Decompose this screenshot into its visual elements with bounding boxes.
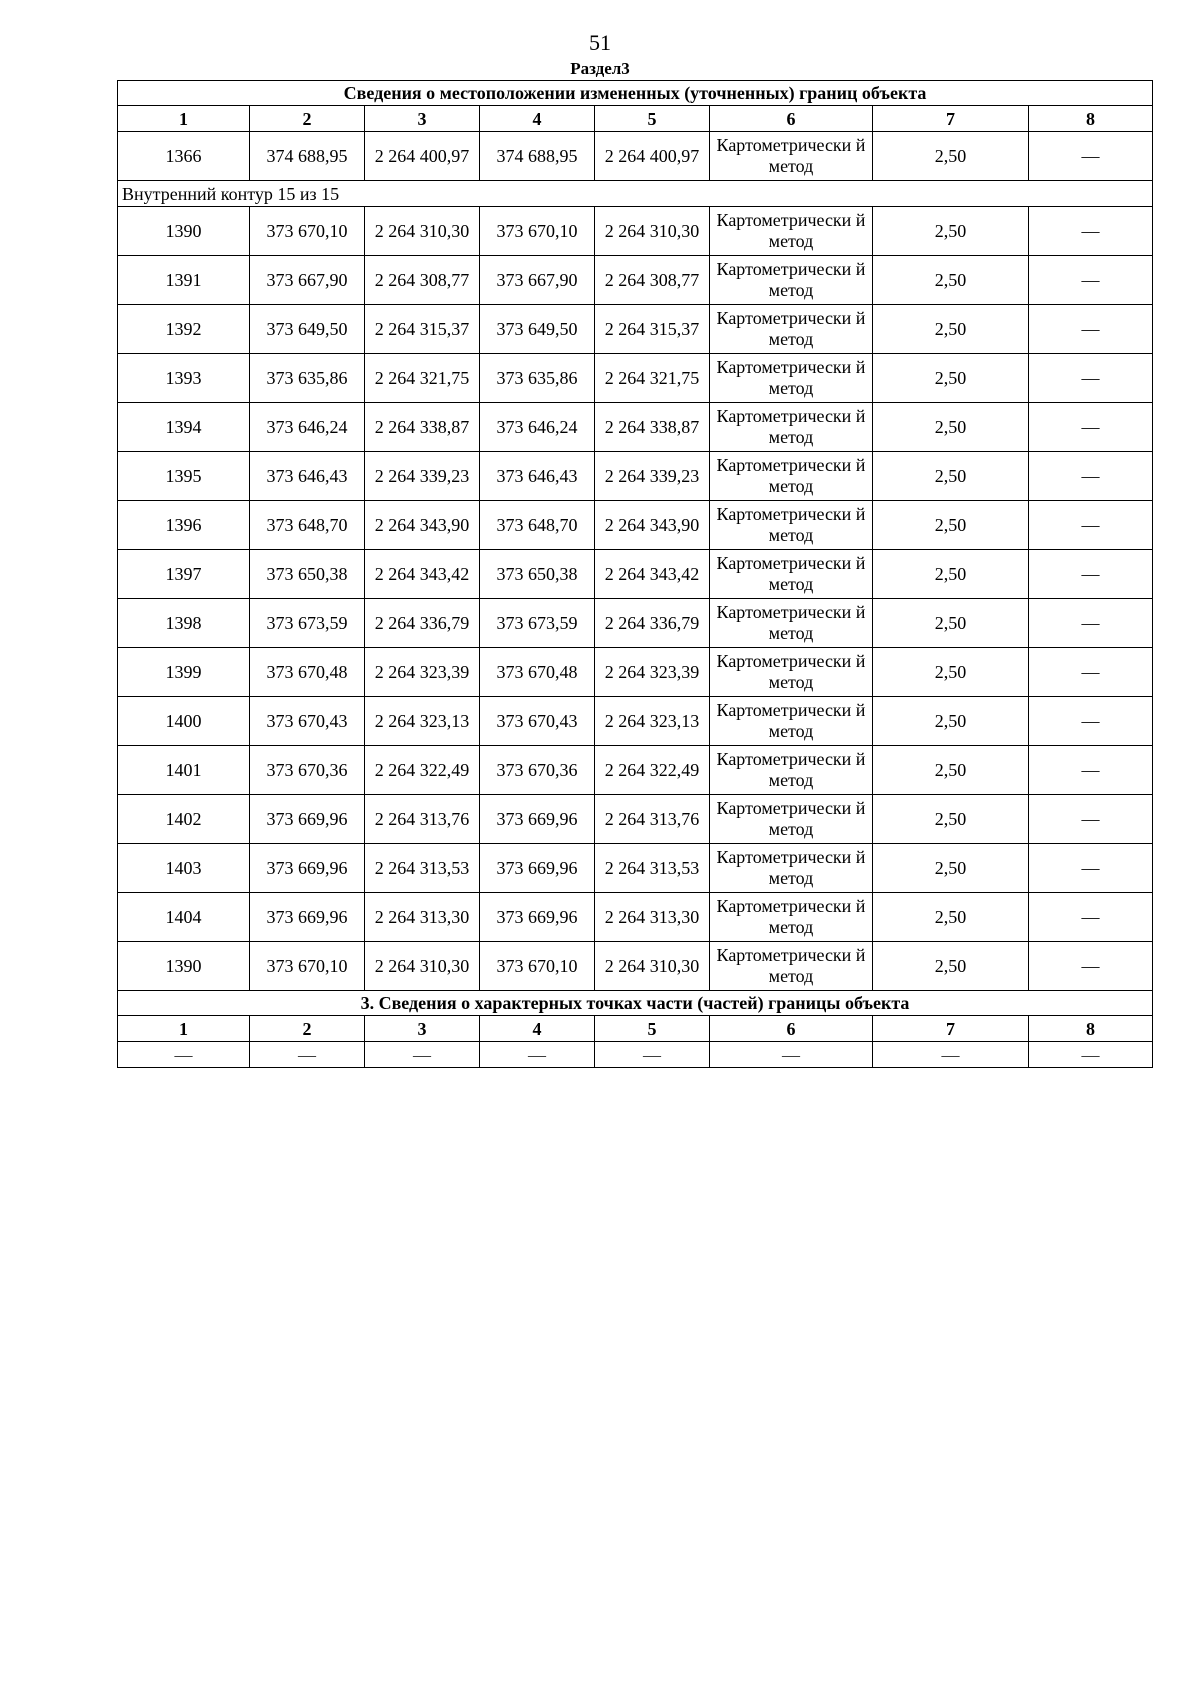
cell-description: — <box>1029 403 1153 452</box>
cell-x-new: 373 670,36 <box>480 746 595 795</box>
cell-point-number: 1395 <box>118 452 250 501</box>
cell-y-old: 2 264 343,42 <box>365 550 480 599</box>
cell-accuracy: 2,50 <box>873 132 1029 181</box>
header-cell-7: 7 <box>873 106 1029 132</box>
cell-method: Картометрически й метод <box>710 844 873 893</box>
cell-accuracy: 2,50 <box>873 746 1029 795</box>
cell-accuracy: 2,50 <box>873 354 1029 403</box>
cell-accuracy: 2,50 <box>873 550 1029 599</box>
cell-method: Картометрически й метод <box>710 501 873 550</box>
cell-x-new: 373 670,43 <box>480 697 595 746</box>
header-cell-3: 3 <box>365 1016 480 1042</box>
cell-y-new: 2 264 322,49 <box>595 746 710 795</box>
header-cell-8: 8 <box>1029 106 1153 132</box>
cell-accuracy: 2,50 <box>873 697 1029 746</box>
header-cell-8: 8 <box>1029 1016 1153 1042</box>
header-cell-6: 6 <box>710 1016 873 1042</box>
cell-point-number: 1397 <box>118 550 250 599</box>
cell-point-number: 1404 <box>118 893 250 942</box>
cell-x-new: 373 635,86 <box>480 354 595 403</box>
cell-y-new: 2 264 339,23 <box>595 452 710 501</box>
table1-header-row <box>118 106 1153 132</box>
table-row <box>118 354 1153 403</box>
header-cell-4: 4 <box>480 106 595 132</box>
cell-y-new: 2 264 323,13 <box>595 697 710 746</box>
cell-y-new: 2 264 338,87 <box>595 403 710 452</box>
cell-x-old: 373 670,36 <box>250 746 365 795</box>
cell-point-number: 1391 <box>118 256 250 305</box>
cell-accuracy: 2,50 <box>873 648 1029 697</box>
contour-label: Внутренний контур 15 из 15 <box>118 181 1153 207</box>
table-row <box>118 403 1153 452</box>
cell-method: Картометрически й метод <box>710 207 873 256</box>
cell-accuracy: 2,50 <box>873 305 1029 354</box>
cell-accuracy: 2,50 <box>873 599 1029 648</box>
contour-row <box>118 181 1153 207</box>
cell-point-number: 1401 <box>118 746 250 795</box>
cell-x-new: 373 670,10 <box>480 942 595 991</box>
cell-point-number: 1403 <box>118 844 250 893</box>
cell-y-old: 2 264 323,13 <box>365 697 480 746</box>
cell-y-old: 2 264 400,97 <box>365 132 480 181</box>
cell-method: Картометрически й метод <box>710 746 873 795</box>
cell-point-number: 1396 <box>118 501 250 550</box>
cell-x-new: 373 648,70 <box>480 501 595 550</box>
cell-y-new: 2 264 313,76 <box>595 795 710 844</box>
cell-x-old: 373 649,50 <box>250 305 365 354</box>
cell-x-old: 373 646,43 <box>250 452 365 501</box>
cell-point-number: 1393 <box>118 354 250 403</box>
cell-y-new: 2 264 310,30 <box>595 942 710 991</box>
cell-description: — <box>1029 354 1153 403</box>
cell-y-old: 2 264 323,39 <box>365 648 480 697</box>
empty-cell: — <box>250 1042 365 1068</box>
cell-description: — <box>1029 746 1153 795</box>
table2-title-row <box>118 991 1153 1016</box>
cell-accuracy: 2,50 <box>873 893 1029 942</box>
cell-x-new: 373 650,38 <box>480 550 595 599</box>
cell-method: Картометрически й метод <box>710 452 873 501</box>
cell-x-old: 373 648,70 <box>250 501 365 550</box>
cell-point-number: 1390 <box>118 207 250 256</box>
empty-cell: — <box>873 1042 1029 1068</box>
table-row <box>118 305 1153 354</box>
cell-method: Картометрически й метод <box>710 256 873 305</box>
cell-x-old: 373 635,86 <box>250 354 365 403</box>
table1-first-row <box>118 132 1153 181</box>
table2-title: 3. Сведения о характерных точках части (частей) границы объекта <box>118 991 1153 1016</box>
table-row <box>118 844 1153 893</box>
cell-y-old: 2 264 338,87 <box>365 403 480 452</box>
cell-point-number: 1366 <box>118 132 250 181</box>
cell-method: Картометрически й метод <box>710 599 873 648</box>
cell-y-new: 2 264 315,37 <box>595 305 710 354</box>
cell-method: Картометрически й метод <box>710 795 873 844</box>
table-row <box>118 746 1153 795</box>
empty-cell: — <box>365 1042 480 1068</box>
header-cell-2: 2 <box>250 106 365 132</box>
cell-y-new: 2 264 343,90 <box>595 501 710 550</box>
table-row <box>118 942 1153 991</box>
cell-method: Картометрически й метод <box>710 648 873 697</box>
table-row <box>118 893 1153 942</box>
cell-method: Картометрически й метод <box>710 942 873 991</box>
cell-y-old: 2 264 336,79 <box>365 599 480 648</box>
cell-point-number: 1394 <box>118 403 250 452</box>
cell-accuracy: 2,50 <box>873 501 1029 550</box>
table1-title-row <box>118 81 1153 106</box>
cell-description: — <box>1029 207 1153 256</box>
table-row <box>118 207 1153 256</box>
cell-x-new: 373 670,10 <box>480 207 595 256</box>
header-cell-3: 3 <box>365 106 480 132</box>
cell-y-new: 2 264 321,75 <box>595 354 710 403</box>
table-row <box>118 795 1153 844</box>
cell-method: Картометрически й метод <box>710 305 873 354</box>
cell-y-new: 2 264 310,30 <box>595 207 710 256</box>
table-row <box>118 256 1153 305</box>
table1-title: Сведения о местоположении измененных (уточненных) границ объекта <box>118 81 1153 106</box>
cell-y-new: 2 264 343,42 <box>595 550 710 599</box>
cell-accuracy: 2,50 <box>873 795 1029 844</box>
cell-accuracy: 2,50 <box>873 452 1029 501</box>
cell-x-old: 373 670,43 <box>250 697 365 746</box>
header-cell-5: 5 <box>595 1016 710 1042</box>
cell-y-new: 2 264 400,97 <box>595 132 710 181</box>
boundary-table <box>117 80 1153 1068</box>
cell-y-old: 2 264 322,49 <box>365 746 480 795</box>
cell-accuracy: 2,50 <box>873 207 1029 256</box>
cell-method: Картометрически й метод <box>710 697 873 746</box>
table-row <box>118 648 1153 697</box>
cell-description: — <box>1029 550 1153 599</box>
cell-description: — <box>1029 132 1153 181</box>
cell-point-number: 1390 <box>118 942 250 991</box>
cell-x-old: 373 673,59 <box>250 599 365 648</box>
table2-header-row <box>118 1016 1153 1042</box>
table-body <box>118 81 1153 1068</box>
cell-x-new: 373 649,50 <box>480 305 595 354</box>
header-cell-4: 4 <box>480 1016 595 1042</box>
table-row <box>118 550 1153 599</box>
cell-description: — <box>1029 893 1153 942</box>
cell-x-old: 373 669,96 <box>250 844 365 893</box>
cell-x-new: 373 646,43 <box>480 452 595 501</box>
cell-y-old: 2 264 313,53 <box>365 844 480 893</box>
cell-description: — <box>1029 501 1153 550</box>
cell-description: — <box>1029 942 1153 991</box>
cell-x-old: 373 669,96 <box>250 893 365 942</box>
section-label: Раздел3 <box>570 59 630 78</box>
cell-y-new: 2 264 308,77 <box>595 256 710 305</box>
empty-cell: — <box>595 1042 710 1068</box>
cell-description: — <box>1029 452 1153 501</box>
cell-description: — <box>1029 256 1153 305</box>
cell-description: — <box>1029 795 1153 844</box>
cell-y-old: 2 264 313,30 <box>365 893 480 942</box>
cell-x-new: 373 673,59 <box>480 599 595 648</box>
table2-empty-row <box>118 1042 1153 1068</box>
cell-x-old: 373 669,96 <box>250 795 365 844</box>
cell-x-old: 373 670,10 <box>250 942 365 991</box>
cell-point-number: 1400 <box>118 697 250 746</box>
header-cell-7: 7 <box>873 1016 1029 1042</box>
cell-y-old: 2 264 321,75 <box>365 354 480 403</box>
cell-y-old: 2 264 308,77 <box>365 256 480 305</box>
cell-description: — <box>1029 697 1153 746</box>
cell-y-new: 2 264 313,30 <box>595 893 710 942</box>
cell-point-number: 1402 <box>118 795 250 844</box>
header-cell-6: 6 <box>710 106 873 132</box>
cell-x-new: 373 669,96 <box>480 893 595 942</box>
cell-accuracy: 2,50 <box>873 844 1029 893</box>
empty-cell: — <box>480 1042 595 1068</box>
header-cell-1: 1 <box>118 1016 250 1042</box>
cell-y-new: 2 264 323,39 <box>595 648 710 697</box>
cell-x-new: 373 667,90 <box>480 256 595 305</box>
cell-y-old: 2 264 310,30 <box>365 207 480 256</box>
cell-accuracy: 2,50 <box>873 403 1029 452</box>
cell-x-new: 373 669,96 <box>480 795 595 844</box>
header-cell-2: 2 <box>250 1016 365 1042</box>
cell-description: — <box>1029 648 1153 697</box>
cell-y-new: 2 264 336,79 <box>595 599 710 648</box>
table-row <box>118 697 1153 746</box>
cell-x-new: 374 688,95 <box>480 132 595 181</box>
cell-y-old: 2 264 310,30 <box>365 942 480 991</box>
empty-cell: — <box>118 1042 250 1068</box>
cell-point-number: 1399 <box>118 648 250 697</box>
cell-x-old: 373 667,90 <box>250 256 365 305</box>
cell-point-number: 1398 <box>118 599 250 648</box>
cell-x-new: 373 669,96 <box>480 844 595 893</box>
cell-x-new: 373 646,24 <box>480 403 595 452</box>
cell-x-old: 373 670,48 <box>250 648 365 697</box>
cell-y-old: 2 264 315,37 <box>365 305 480 354</box>
cell-description: — <box>1029 599 1153 648</box>
cell-x-old: 373 670,10 <box>250 207 365 256</box>
table-row <box>118 452 1153 501</box>
cell-x-new: 373 670,48 <box>480 648 595 697</box>
cell-x-old: 374 688,95 <box>250 132 365 181</box>
cell-point-number: 1392 <box>118 305 250 354</box>
cell-x-old: 373 646,24 <box>250 403 365 452</box>
cell-method: Картометрически й метод <box>710 354 873 403</box>
cell-x-old: 373 650,38 <box>250 550 365 599</box>
header-cell-1: 1 <box>118 106 250 132</box>
cell-method: Картометрически й метод <box>710 550 873 599</box>
cell-description: — <box>1029 844 1153 893</box>
cell-y-old: 2 264 313,76 <box>365 795 480 844</box>
cell-y-old: 2 264 343,90 <box>365 501 480 550</box>
empty-cell: — <box>710 1042 873 1068</box>
cell-method: Картометрически й метод <box>710 132 873 181</box>
cell-accuracy: 2,50 <box>873 256 1029 305</box>
cell-description: — <box>1029 305 1153 354</box>
header-cell-5: 5 <box>595 106 710 132</box>
cell-y-new: 2 264 313,53 <box>595 844 710 893</box>
page-number: 51 <box>589 30 611 55</box>
cell-y-old: 2 264 339,23 <box>365 452 480 501</box>
table-row <box>118 501 1153 550</box>
cell-method: Картометрически й метод <box>710 893 873 942</box>
cell-method: Картометрически й метод <box>710 403 873 452</box>
table-row <box>118 599 1153 648</box>
empty-cell: — <box>1029 1042 1153 1068</box>
cell-accuracy: 2,50 <box>873 942 1029 991</box>
